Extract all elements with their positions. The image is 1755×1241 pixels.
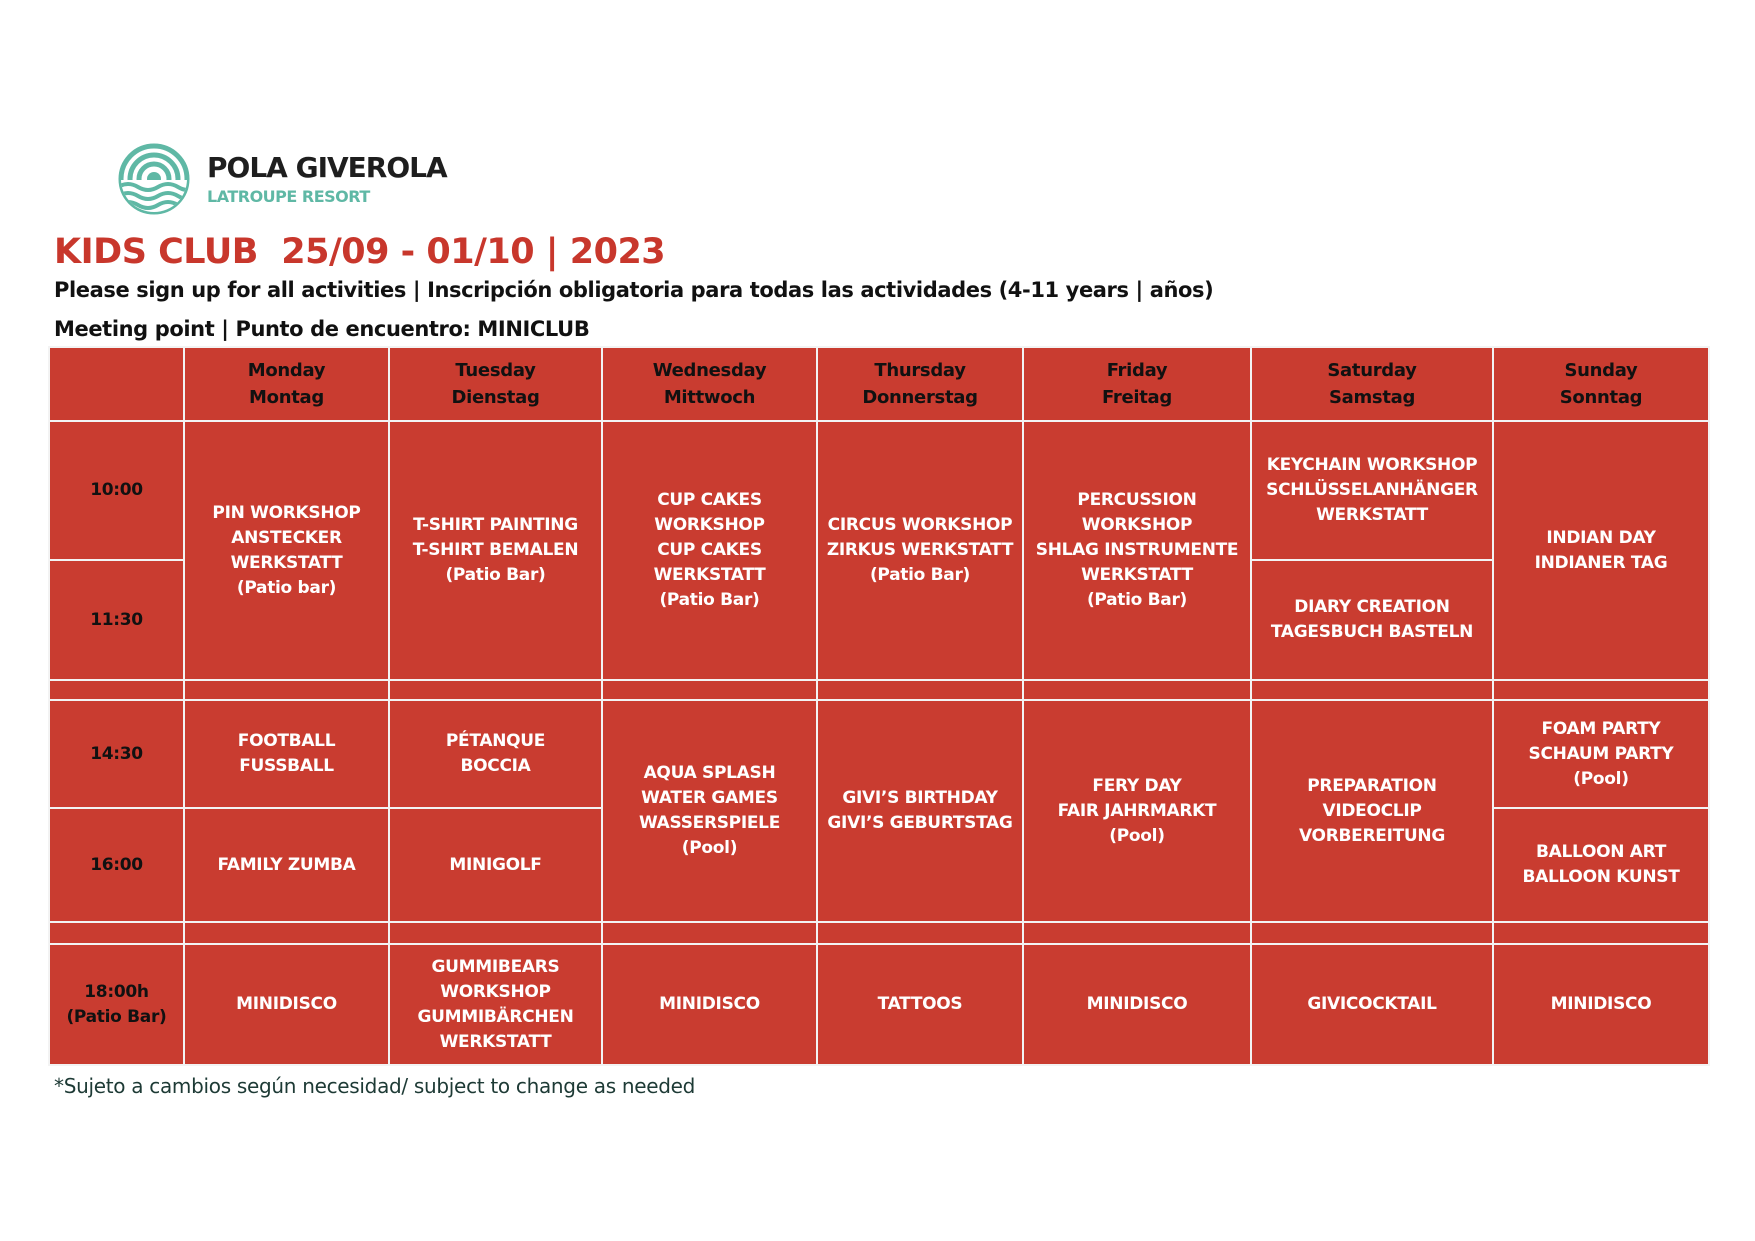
activity-saturday-1000: KEYCHAIN WORKSHOP SCHLÜSSELANHÄNGER WERKSTATT	[1251, 421, 1493, 560]
activity-thursday-morning: CIRCUS WORKSHOP ZIRKUS WERKSTATT (Patio Bar)	[817, 421, 1023, 680]
activity-wednesday-afternoon: AQUA SPLASH WATER GAMES WASSERSPIELE (Pool)	[602, 700, 817, 922]
time-slot: 11:30	[49, 560, 184, 680]
spacer-cell	[1023, 922, 1251, 944]
corner-cell	[49, 347, 184, 421]
activity-sunday-evening: MINIDISCO	[1493, 944, 1709, 1065]
activity-friday-evening: MINIDISCO	[1023, 944, 1251, 1065]
activity-schedule-table	[48, 346, 1710, 1066]
day-header-thursday: Thursday Donnerstag	[817, 347, 1023, 421]
spacer-cell	[389, 922, 602, 944]
spacer-cell	[817, 922, 1023, 944]
day-header-saturday: Saturday Samstag	[1251, 347, 1493, 421]
activity-wednesday-morning: CUP CAKES WORKSHOP CUP CAKES WERKSTATT (Patio Bar)	[602, 421, 817, 680]
activity-monday-morning: PIN WORKSHOP ANSTECKER WERKSTATT (Patio bar)	[184, 421, 389, 680]
activity-monday-1430: FOOTBALL FUSSBALL	[184, 700, 389, 808]
spacer-cell	[1251, 680, 1493, 700]
activity-tuesday-morning: T-SHIRT PAINTING T-SHIRT BEMALEN (Patio Bar)	[389, 421, 602, 680]
spacer-cell	[184, 680, 389, 700]
activity-thursday-evening: TATTOOS	[817, 944, 1023, 1065]
day-header-sunday: Sunday Sonntag	[1493, 347, 1709, 421]
activity-tuesday-1430: PÉTANQUE BOCCIA	[389, 700, 602, 808]
activity-thursday-afternoon: GIVI’S BIRTHDAY GIVI’S GEBURTSTAG	[817, 700, 1023, 922]
spacer-cell	[184, 922, 389, 944]
spacer-cell	[1251, 922, 1493, 944]
table-row	[49, 421, 1709, 560]
header-row	[49, 347, 1709, 421]
spacer-cell	[389, 680, 602, 700]
footnote: *Sujeto a cambios según necesidad/ subject to change as needed	[54, 1074, 696, 1098]
activity-sunday-1600: BALLOON ART BALLOON KUNST	[1493, 808, 1709, 922]
spacer-cell	[49, 680, 184, 700]
day-header-monday: Monday Montag	[184, 347, 389, 421]
time-slot: 18:00h (Patio Bar)	[49, 944, 184, 1065]
day-header-friday: Friday Freitag	[1023, 347, 1251, 421]
activity-friday-afternoon: FERY DAY FAIR JAHRMARKT (Pool)	[1023, 700, 1251, 922]
brand-name: POLA GIVEROLA	[207, 151, 447, 184]
activity-monday-1600: FAMILY ZUMBA	[184, 808, 389, 922]
activity-saturday-evening: GIVICOCKTAIL	[1251, 944, 1493, 1065]
table-row	[49, 944, 1709, 1065]
signup-notice: Please sign up for all activities | Inscripción obligatoria para todas las actividades (4-11 years | años)	[54, 278, 1214, 302]
spacer-row	[49, 922, 1709, 944]
spacer-cell	[817, 680, 1023, 700]
activity-sunday-morning: INDIAN DAY INDIANER TAG	[1493, 421, 1709, 680]
activity-friday-morning: PERCUSSION WORKSHOP SHLAG INSTRUMENTE WERKSTATT (Patio Bar)	[1023, 421, 1251, 680]
activity-saturday-1130: DIARY CREATION TAGESBUCH BASTELN	[1251, 560, 1493, 680]
resort-logo	[114, 143, 447, 215]
activity-monday-evening: MINIDISCO	[184, 944, 389, 1065]
meeting-point: Meeting point | Punto de encuentro: MINICLUB	[54, 317, 590, 341]
spacer-row	[49, 680, 1709, 700]
spacer-cell	[602, 922, 817, 944]
activity-saturday-afternoon: PREPARATION VIDEOCLIP VORBEREITUNG	[1251, 700, 1493, 922]
spacer-cell	[602, 680, 817, 700]
spacer-cell	[1023, 680, 1251, 700]
time-slot: 14:30	[49, 700, 184, 808]
page-title: KIDS CLUB 25/09 - 01/10 | 2023	[54, 232, 666, 272]
time-slot: 10:00	[49, 421, 184, 560]
table-row	[49, 700, 1709, 808]
activity-sunday-1430: FOAM PARTY SCHAUM PARTY (Pool)	[1493, 700, 1709, 808]
wave-sun-logo-icon	[114, 143, 194, 215]
time-slot: 16:00	[49, 808, 184, 922]
day-header-wednesday: Wednesday Mittwoch	[602, 347, 817, 421]
activity-wednesday-evening: MINIDISCO	[602, 944, 817, 1065]
brand-subtitle: LATROUPE RESORT	[207, 187, 370, 206]
activity-tuesday-1600: MINIGOLF	[389, 808, 602, 922]
spacer-cell	[49, 922, 184, 944]
spacer-cell	[1493, 922, 1709, 944]
spacer-cell	[1493, 680, 1709, 700]
day-header-tuesday: Tuesday Dienstag	[389, 347, 602, 421]
activity-tuesday-evening: GUMMIBEARS WORKSHOP GUMMIBÄRCHEN WERKSTATT	[389, 944, 602, 1065]
